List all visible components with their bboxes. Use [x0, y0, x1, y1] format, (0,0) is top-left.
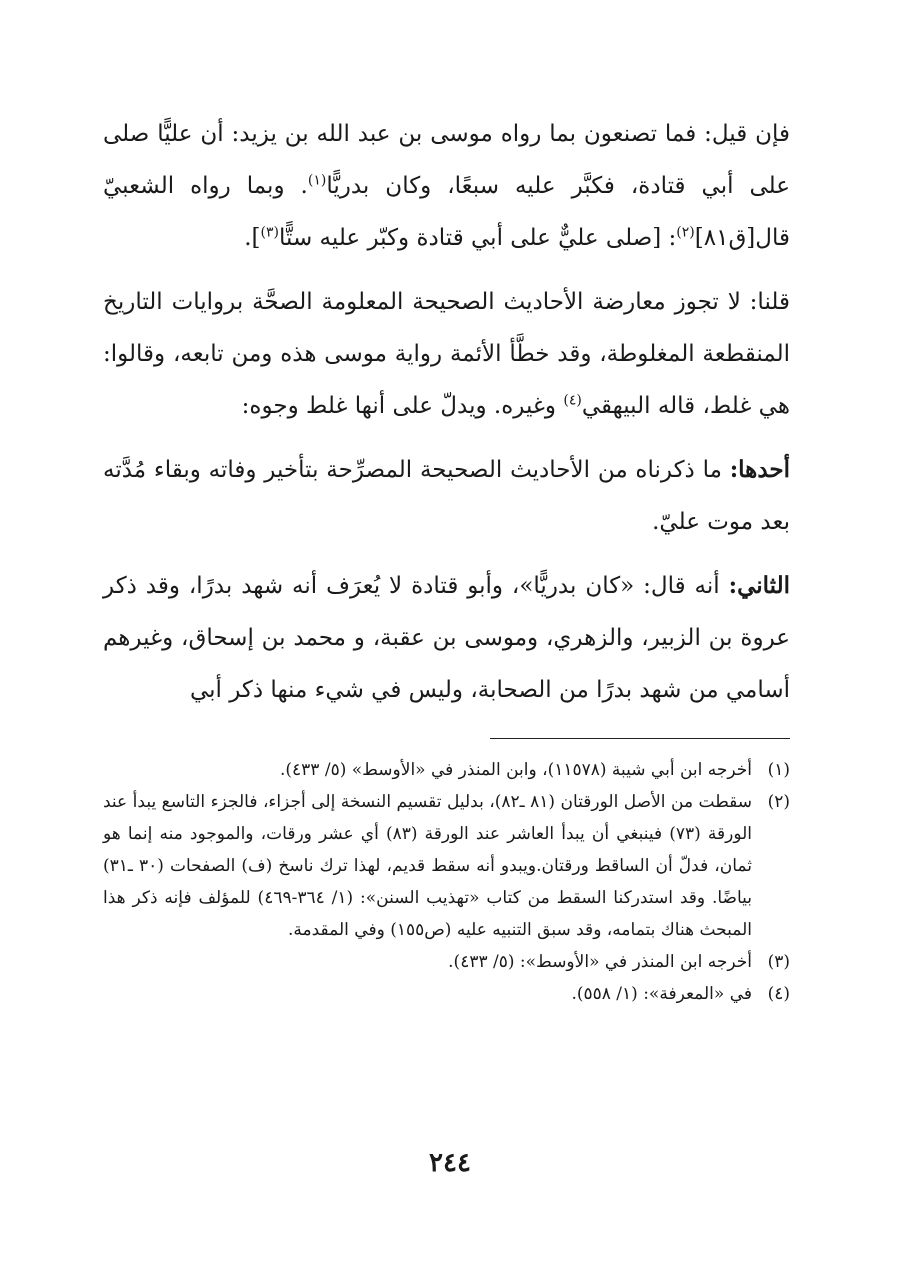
- paragraph-second-reason: [103, 560, 790, 716]
- footnote-number: (٤): [767, 984, 790, 1004]
- footnote-item: [103, 946, 790, 978]
- footnote-ref-1: (١): [307, 172, 327, 189]
- footnote-divider: [490, 738, 790, 739]
- footnote-ref-2: (٢): [676, 224, 695, 241]
- footnote-ref-3: (٣): [260, 224, 280, 241]
- paragraph-question: [103, 108, 790, 264]
- footnote-text: أخرجه ابن المنذر في «الأوسط»: (٥/ ٤٣٣).: [448, 952, 752, 972]
- footnote-ref-4: (٤): [563, 392, 582, 409]
- paragraph-text: أنه قال: «كان بدريًّا»، وأبو قتادة لا يُعرَف أنه شهد بدرًا، وقد ذكر عروة بن الزبير، والزهري، وموسى بن عقبة، و محمد بن إسحاق، وغيرهم أسامي من شهد بدرًا من الصحابة، وليس في شيء منها ذكر أبي: [103, 573, 790, 703]
- paragraph-first-reason: [103, 444, 790, 548]
- page-number: ٢٤٤: [429, 1148, 471, 1178]
- footnote-number: (٣): [767, 952, 790, 972]
- footnote-number: (١): [767, 760, 790, 780]
- main-text: [103, 108, 790, 728]
- paragraph-text: فإن قيل: فما تصنعون بما رواه موسى بن عبد الله بن يزيد: أن عليًّا صلى على أبي قتادة، فكبَّر عليه سبعًا، وكان بدريًّا: [103, 121, 790, 199]
- paragraph-lead: أحدها:: [729, 456, 790, 483]
- footnote-text: أخرجه ابن أبي شيبة (١١٥٧٨)، وابن المنذر في «الأوسط» (٥/ ٤٣٣).: [280, 760, 752, 780]
- paragraph-answer: [103, 276, 790, 432]
- paragraph-text: ما ذكرناه من الأحاديث الصحيحة المصرِّحة بتأخير وفاته وبقاء مُدَّته بعد موت عليّ.: [103, 457, 790, 535]
- footnote-number: (٢): [767, 792, 790, 812]
- footnote-text: في «المعرفة»: (١/ ٥٥٨).: [571, 984, 752, 1004]
- footnote-item: [103, 786, 790, 946]
- paragraph-text: وغيره. ويدلّ على أنها غلط وجوه:: [241, 393, 564, 419]
- footnotes: [103, 754, 790, 1010]
- paragraph-text: . وبما رواه الشعبيّ قال[ق٨١]: [103, 173, 790, 251]
- footnote-text: سقطت من الأصل الورقتان (٨١ ـ٨٢)، بدليل تقسيم النسخة إلى أجزاء، فالجزء التاسع يبدأ عند الورقة (٧٣) فينبغي أن يبدأ العاشر عند الورقة (٨٣) أي عشر ورقات، والموجود منه إنما هو ثمان، فدلّ أن الساقط ورقتان.ويبدو أنه سقط قديم، لهذا ترك ناسخ (ف) الصفحات (٣٠ ـ٣١) بياضًا. وقد استدركنا السقط من كتاب «تهذيب السنن»: (١/ ٣٦٤-٤٦٩) للمؤلف فإنه ذكر هذا المبحث هناك بتمامه، وقد سبق التنبيه عليه (ص١٥٥) وفي المقدمة.: [103, 792, 753, 940]
- paragraph-lead: الثاني:: [728, 572, 790, 599]
- footnote-item: [103, 754, 790, 786]
- footnote-item: [103, 978, 790, 1010]
- paragraph-text: ].: [244, 225, 261, 251]
- paragraph-text: قلنا: لا تجوز معارضة الأحاديث الصحيحة المعلومة الصحَّة بروايات التاريخ المنقطعة المغلوطة، وقد خطَّأ الأئمة رواية موسى هذه ومن تابعه، وقالوا: هي غلط، قاله البيهقي: [103, 289, 790, 419]
- paragraph-text: : [صلى عليٌّ على أبي قتادة وكبّر عليه ستًّا: [279, 225, 677, 251]
